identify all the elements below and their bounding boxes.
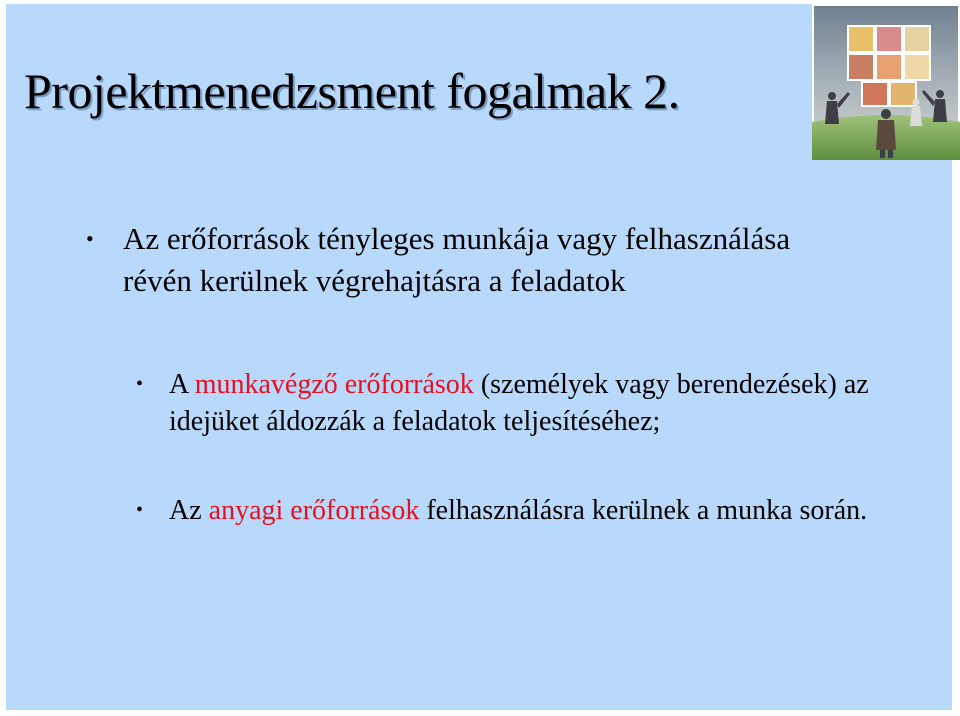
list-item-text: Az erőforrások tényleges munkája vagy felhasználása révén kerülnek végrehajtásra a feladatok	[123, 221, 791, 298]
bullet-icon: •	[136, 499, 144, 521]
text-segment: Az	[169, 495, 209, 526]
bullet-icon: •	[136, 373, 144, 395]
list-item-text	[169, 492, 869, 529]
text-segment: (személyek vagy berendezések) az idejüket áldozzák a feladatok teljesítéséhez;	[169, 369, 869, 437]
text-segment: felhasználásra kerülnek a munka során.	[419, 495, 868, 526]
bullet-icon: •	[86, 226, 94, 251]
slide	[6, 4, 952, 710]
highlight-term: munkavégző erőforrások	[194, 369, 474, 400]
list-item-text	[169, 366, 869, 440]
text-segment: A	[169, 369, 195, 400]
slide-title: Projektmenedzsment fogalmak 2.	[24, 63, 680, 119]
bullet-list	[6, 4, 952, 710]
highlight-term: anyagi erőforrások	[208, 495, 420, 526]
